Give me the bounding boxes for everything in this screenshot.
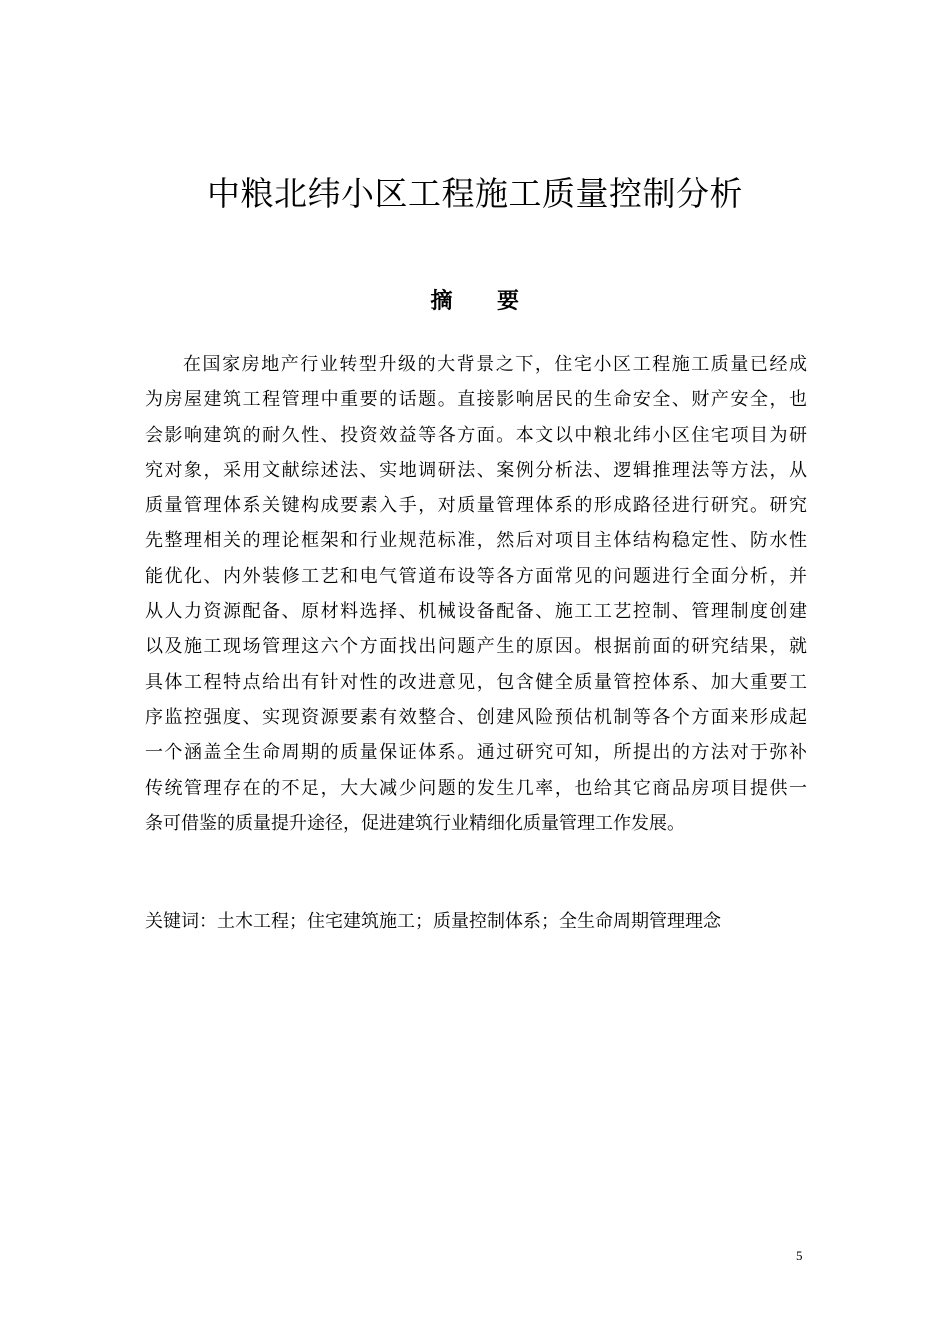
- abstract-line: 质量管理体系关键构成要素入手，对质量管理体系的形成路径进行研究。研究: [145, 495, 807, 517]
- abstract-line: 传统管理存在的不足，大大减少问题的发生几率，也给其它商品房项目提供一: [145, 777, 807, 799]
- abstract-line: 序监控强度、实现资源要素有效整合、创建风险预估机制等各个方面来形成起: [145, 706, 807, 728]
- abstract-line: 先整理相关的理论框架和行业规范标准，然后对项目主体结构稳定性、防水性: [145, 530, 807, 552]
- abstract-line: 究对象，采用文献综述法、实地调研法、案例分析法、逻辑推理法等方法，从: [145, 459, 807, 481]
- abstract-line: 以及施工现场管理这六个方面找出问题产生的原因。根据前面的研究结果，就: [145, 636, 807, 658]
- abstract-heading-char-2: 要: [497, 289, 520, 314]
- abstract-heading-char-1: 摘: [430, 289, 453, 314]
- abstract-line: 从人力资源配备、原材料选择、机械设备配备、施工工艺控制、管理制度创建: [145, 601, 807, 623]
- abstract-line: 一个涵盖全生命周期的质量保证体系。通过研究可知，所提出的方法对于弥补: [145, 742, 807, 764]
- abstract-heading: [0, 284, 950, 320]
- abstract-line: 具体工程特点给出有针对性的改进意见，包含健全质量管控体系、加大重要工: [145, 671, 807, 693]
- abstract-body: [145, 347, 807, 841]
- keywords: 关键词：土木工程；住宅建筑施工；质量控制体系；全生命周期管理理念: [145, 911, 721, 932]
- abstract-line: 在国家房地产行业转型升级的大背景之下，住宅小区工程施工质量已经成: [183, 354, 807, 375]
- abstract-line: 会影响建筑的耐久性、投资效益等各方面。本文以中粮北纬小区住宅项目为研: [145, 424, 807, 446]
- abstract-line: 条可借鉴的质量提升途径，促进建筑行业精细化质量管理工作发展。: [145, 812, 685, 834]
- abstract-line: 为房屋建筑工程管理中重要的话题。直接影响居民的生命安全、财产安全，也: [145, 389, 807, 411]
- page-number: 5: [796, 1248, 803, 1263]
- abstract-line: 能优化、内外装修工艺和电气管道布设等各方面常见的问题进行全面分析，并: [145, 565, 807, 587]
- page-title: 中粮北纬小区工程施工质量控制分析: [207, 174, 743, 213]
